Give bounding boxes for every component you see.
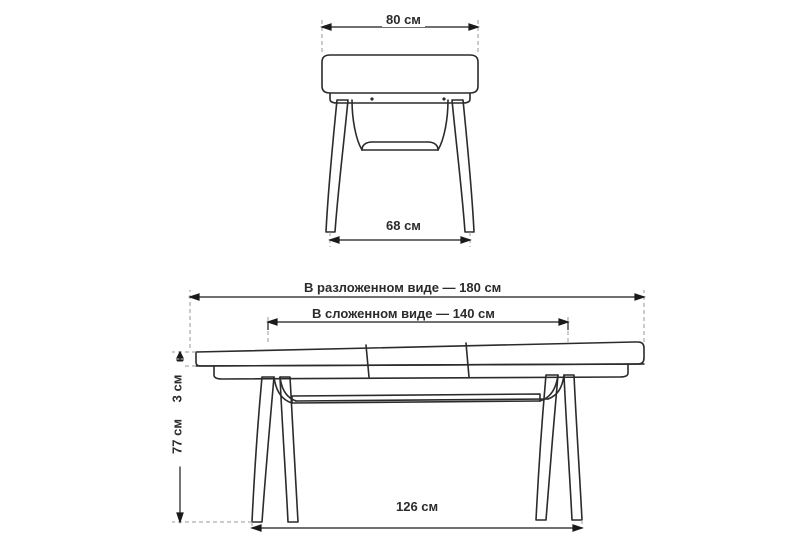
label-bottom-legs-width: 126 см (392, 499, 442, 514)
dimension-bottom-legs (252, 525, 582, 531)
label-thickness: 3 см (170, 362, 185, 416)
label-height: 77 см (170, 407, 185, 467)
bottom-view-table (196, 342, 644, 522)
label-folded-width: В сложенном виде — 140 см (308, 306, 499, 321)
top-view-table (322, 55, 478, 232)
bottom-view-guides (172, 290, 644, 528)
top-view-guides (322, 20, 478, 247)
dimension-top-legs-width (330, 237, 470, 243)
label-unfolded-width: В разложенном виде — 180 см (300, 280, 505, 295)
label-top-width: 80 см (382, 12, 425, 27)
label-top-legs-width: 68 см (382, 218, 425, 233)
